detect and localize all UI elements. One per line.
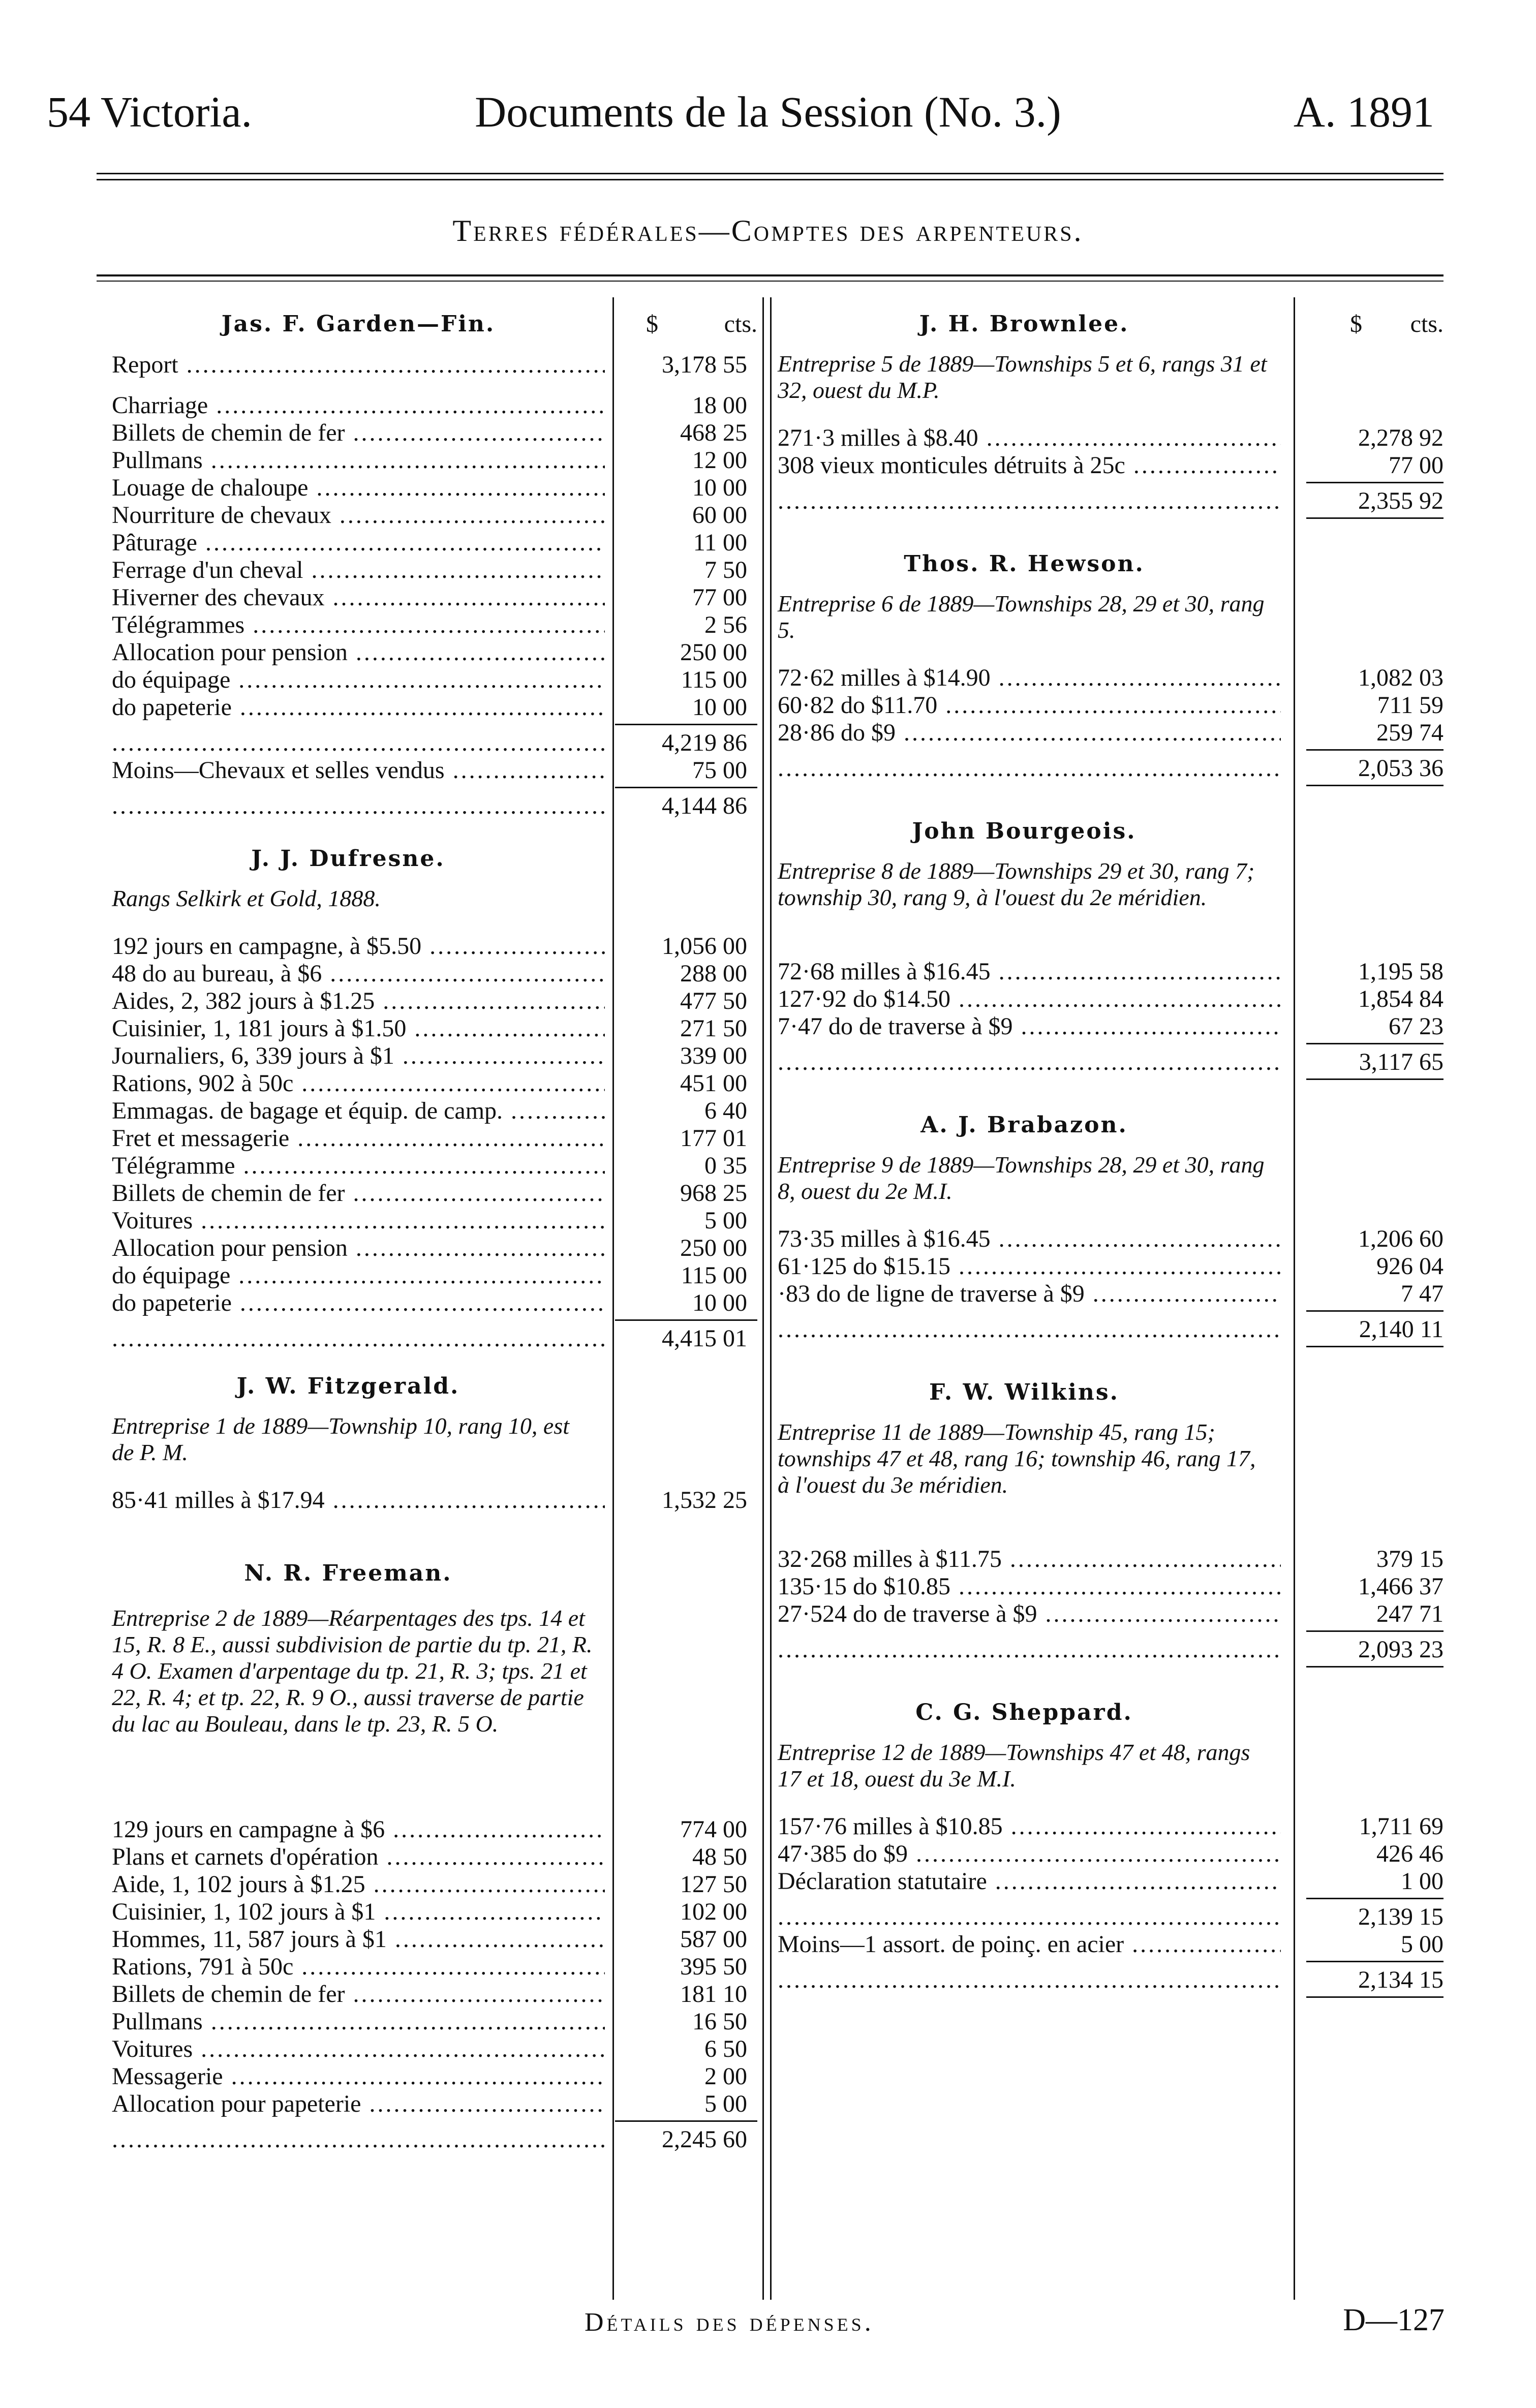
row-label: 32·268 milles à $11.75 ..... (778, 1545, 1281, 1573)
ledger-row (112, 987, 757, 1015)
ledger-row (778, 958, 1443, 986)
row-amount: 1,711 69 (1359, 1813, 1443, 1840)
row-amount: 587 00 (680, 1926, 747, 1953)
surveyor-name: J. J. Dufresne. (251, 846, 445, 872)
row-amount: 2,355 92 (1358, 487, 1443, 514)
header-center: Documents de la Session (No. 3.) (475, 87, 1061, 136)
ledger-row (112, 1815, 757, 1844)
ledger-row (778, 1903, 1443, 1931)
row-amount: 1 00 (1401, 1868, 1443, 1895)
dollars-label: $ (646, 311, 658, 337)
contract-description: Entreprise 1 de 1889—Township 10, rang 10, est de P. M. (112, 1413, 570, 1465)
ledger-row (112, 419, 757, 447)
row-label: 27·524 do de traverse à $9 ..... (778, 1600, 1281, 1628)
row-amount: 12 00 (692, 447, 747, 474)
row-label: 48 do au bureau, à $6 ..... (112, 960, 605, 988)
surveyor-name: Thos. R. Hewson. (904, 551, 1145, 577)
ledger-row (112, 1843, 757, 1871)
sum-rule (1306, 1346, 1443, 1347)
sum-rule (615, 2120, 757, 2122)
row-amount: 7 50 (704, 557, 747, 583)
row-amount: 1,082 03 (1358, 664, 1443, 691)
row-amount: 379 15 (1376, 1546, 1443, 1572)
row-amount: 2 56 (704, 611, 747, 638)
surveyor-name: John Bourgeois. (912, 818, 1136, 844)
ledger-row (112, 792, 757, 820)
row-label: 61·125 do $15.15 ..... (778, 1252, 1281, 1281)
row-label: 28·86 do $9 ..... (778, 719, 1281, 747)
sum-rule (1306, 1996, 1443, 1998)
contract-description: Entreprise 12 de 1889—Townships 47 et 48, rangs 17 et 18, ouest du 3e M.I. (778, 1739, 1250, 1792)
sum-rule (1306, 1961, 1443, 1962)
ledger-row (778, 1812, 1443, 1841)
row-label: Hiverner des chevaux ..... (112, 583, 605, 612)
row-label: Billets de chemin de fer ..... (112, 419, 605, 447)
row-label (778, 487, 1281, 515)
ledger-row (112, 1069, 757, 1098)
row-label: Pullmans ..... (112, 2008, 605, 2036)
row-label: 85·41 milles à $17.94 ..... (112, 1486, 605, 1515)
row-label: Allocation pour papeterie ..... (112, 2090, 605, 2118)
row-amount: 115 00 (681, 1262, 747, 1289)
ledger-row (112, 960, 757, 988)
ledger-row (112, 1042, 757, 1070)
ledger-row (778, 424, 1443, 452)
row-amount: 3,178 55 (662, 351, 747, 378)
row-amount: 1,056 00 (662, 933, 747, 960)
row-label: Voitures ..... (112, 2035, 605, 2063)
row-label: Allocation pour pension ..... (112, 1234, 605, 1262)
title-rule-bottom (97, 281, 1443, 282)
ledger-row (112, 1925, 757, 1954)
sum-rule (1306, 1078, 1443, 1080)
right-column (778, 300, 1443, 2297)
row-label: Déclaration statutaire ..... (778, 1867, 1281, 1896)
ledger-row (778, 691, 1443, 720)
row-label: 127·92 do $14.50 ..... (778, 985, 1281, 1013)
row-amount: 77 00 (692, 584, 747, 611)
row-label: 308 vieux monticules détruits à 25c ..... (778, 451, 1281, 480)
row-label: Journaliers, 6, 339 jours à $1 ..... (112, 1042, 605, 1070)
ledger-row (112, 1289, 757, 1317)
row-label: Cuisinier, 1, 102 jours à $1 ..... (112, 1898, 605, 1926)
cents-label: cts. (1410, 311, 1443, 337)
row-amount: 2,093 23 (1358, 1636, 1443, 1663)
ledger-row (778, 1867, 1443, 1896)
page-title: Terres fédérales—Comptes des arpenteurs. (452, 214, 1084, 248)
row-label: Télégramme ..... (112, 1152, 605, 1180)
ledger-row (112, 1014, 757, 1043)
ledger-row (778, 1545, 1443, 1573)
ledger-row (112, 756, 757, 785)
row-amount: 968 25 (680, 1180, 747, 1207)
row-amount: 2,139 15 (1358, 1903, 1443, 1930)
header-rule-bottom (97, 179, 1443, 180)
surveyor-name: A. J. Brabazon. (920, 1112, 1128, 1138)
row-label: 7·47 do de traverse à $9 ..... (778, 1012, 1281, 1041)
ledger-row (112, 1207, 757, 1235)
row-amount: 247 71 (1376, 1600, 1443, 1627)
row-label: Cuisinier, 1, 181 jours à $1.50 ..... (112, 1014, 605, 1043)
sum-rule (1306, 1666, 1443, 1668)
ledger-row (778, 1280, 1443, 1308)
column-rule (770, 297, 772, 2300)
row-label (112, 729, 605, 757)
sum-rule (615, 724, 757, 725)
row-label: 72·68 milles à $16.45 ..... (778, 958, 1281, 986)
row-amount: 1,195 58 (1358, 958, 1443, 985)
row-label: Report ..... (112, 351, 605, 379)
row-amount: 4,219 86 (662, 729, 747, 756)
row-label: Voitures ..... (112, 1207, 605, 1235)
row-amount: 477 50 (680, 987, 747, 1014)
sum-rule (615, 1319, 757, 1321)
row-amount: 6 40 (704, 1097, 747, 1124)
column-rule (762, 297, 764, 2300)
row-amount: 259 74 (1376, 719, 1443, 746)
left-column (112, 300, 757, 2297)
footer-center: Détails des dépenses. (585, 2308, 874, 2337)
row-amount: 2,140 11 (1359, 1316, 1443, 1343)
ledger-row (112, 2090, 757, 2118)
ledger-row (778, 664, 1443, 692)
row-label: Plans et carnets d'opération ..... (112, 1843, 605, 1871)
row-label: do papeterie ..... (112, 1289, 605, 1317)
dollars-label: $ (1350, 311, 1362, 337)
row-label: Pâturage ..... (112, 529, 605, 557)
ledger-row (112, 638, 757, 667)
row-label: Rations, 902 à 50c ..... (112, 1069, 605, 1098)
contract-description: Entreprise 6 de 1889—Townships 28, 29 et 30, rang 5. (778, 591, 1265, 643)
contract-description: Entreprise 2 de 1889—Réarpentages des tps. 14 et 15, R. 8 E., aussi subdivision de partie du tp. 21, R. 4 O. Examen d'arpentage du tp. 21, R. 3; tps. 21 et 22, R. 4; et tp. 22, R. 9 O., aussi traverse de partie du lac au Bouleau, dans le tp. 23, R. 5 O. (112, 1605, 593, 1737)
row-label: 192 jours en campagne, à $5.50 ..... (112, 932, 605, 961)
column-header (112, 310, 757, 338)
ledger-row (112, 1097, 757, 1125)
row-amount: 10 00 (692, 1289, 747, 1316)
row-amount: 177 01 (680, 1125, 747, 1152)
row-amount: 250 00 (680, 639, 747, 666)
row-amount: 6 50 (704, 2035, 747, 2062)
ledger-row (112, 446, 757, 475)
row-label: 60·82 do $11.70 ..... (778, 691, 1281, 720)
row-amount: 60 00 (692, 502, 747, 529)
row-amount: 102 00 (680, 1898, 747, 1925)
row-amount: 1,532 25 (662, 1487, 747, 1514)
header-right: A. 1891 (1293, 87, 1434, 136)
contract-description: Entreprise 9 de 1889—Townships 28, 29 et 30, rang 8, ouest du 2e M.I. (778, 1152, 1265, 1204)
row-amount: 181 10 (680, 1981, 747, 2008)
ledger-row (112, 2008, 757, 2036)
ledger-row (112, 2062, 757, 2091)
row-amount: 10 00 (692, 694, 747, 721)
row-amount: 0 35 (704, 1152, 747, 1179)
row-amount: 1,854 84 (1358, 985, 1443, 1012)
row-amount: 127 50 (680, 1871, 747, 1898)
row-amount: 2,278 92 (1358, 424, 1443, 451)
row-amount: 10 00 (692, 474, 747, 501)
row-label: Télégrammes ..... (112, 611, 605, 639)
row-label: do équipage ..... (112, 1261, 605, 1290)
row-label: Moins—Chevaux et selles vendus ..... (112, 756, 605, 785)
row-amount: 395 50 (680, 1953, 747, 1980)
row-label: 157·76 milles à $10.85 ..... (778, 1812, 1281, 1841)
sum-rule (615, 787, 757, 788)
row-label: Louage de chaloupe ..... (112, 474, 605, 502)
ledger-row (778, 1315, 1443, 1344)
sum-rule (1306, 1630, 1443, 1632)
ledger-row (778, 1635, 1443, 1664)
row-amount: 5 00 (704, 2090, 747, 2117)
row-label: Aide, 1, 102 jours à $1.25 ..... (112, 1870, 605, 1899)
sum-rule (1306, 1898, 1443, 1899)
row-amount: 48 50 (692, 1843, 747, 1870)
surveyor-name: C. G. Sheppard. (915, 1700, 1133, 1725)
ledger-row (112, 611, 757, 639)
header-rule-top (97, 173, 1443, 174)
row-label (112, 2125, 605, 2154)
ledger-row (112, 932, 757, 961)
ledger-row (112, 1953, 757, 1981)
row-label: Rations, 791 à 50c ..... (112, 1953, 605, 1981)
row-label: do papeterie ..... (112, 693, 605, 722)
row-amount: 2,053 36 (1358, 755, 1443, 782)
row-label: Allocation pour pension ..... (112, 638, 605, 667)
row-amount: 2,134 15 (1358, 1966, 1443, 1993)
row-label: 72·62 milles à $14.90 ..... (778, 664, 1281, 692)
row-amount: 926 04 (1376, 1253, 1443, 1280)
ledger-row (112, 1486, 757, 1515)
row-label: Ferrage d'un cheval ..... (112, 556, 605, 584)
row-amount: 250 00 (680, 1234, 747, 1261)
ledger-row (112, 2035, 757, 2063)
row-amount: 7 47 (1401, 1280, 1443, 1307)
row-label (778, 1048, 1281, 1076)
ledger-row (112, 583, 757, 612)
row-amount: 5 00 (1401, 1931, 1443, 1958)
row-label (778, 754, 1281, 783)
ledger-row (112, 1261, 757, 1290)
contract-description: Rangs Selkirk et Gold, 1888. (112, 885, 381, 911)
row-label: Billets de chemin de fer ..... (112, 1179, 605, 1208)
row-amount: 18 00 (692, 392, 747, 419)
row-amount: 2,245 60 (662, 2126, 747, 2153)
row-amount: 468 25 (680, 419, 747, 446)
ledger-row (778, 451, 1443, 480)
ledger-row (112, 2125, 757, 2154)
row-amount: 77 00 (1389, 452, 1443, 479)
ledger-row (778, 1252, 1443, 1281)
ledger-row (778, 1930, 1443, 1959)
row-label: Hommes, 11, 587 jours à $1 ..... (112, 1925, 605, 1954)
row-label: 47·385 do $9 ..... (778, 1840, 1281, 1868)
header-left: 54 Victoria. (47, 87, 253, 136)
ledger-row (112, 351, 757, 379)
ledger-row (112, 529, 757, 557)
row-label: Moins—1 assort. de poinç. en acier ..... (778, 1930, 1281, 1959)
ledger-row (778, 1966, 1443, 1994)
sum-rule (1306, 1043, 1443, 1044)
ledger-row (112, 1898, 757, 1926)
title-rule-top (97, 274, 1443, 276)
ledger-row (112, 1124, 757, 1153)
ledger-row (112, 1324, 757, 1353)
surveyor-name: J. H. Brownlee. (919, 311, 1129, 337)
row-label (112, 1324, 605, 1353)
ledger-row (112, 501, 757, 530)
ledger-row (778, 1840, 1443, 1868)
row-label (778, 1903, 1281, 1931)
row-amount: 16 50 (692, 2008, 747, 2035)
contract-description: Entreprise 8 de 1889—Townships 29 et 30, rang 7; township 30, rang 9, à l'ouest du 2e méridien. (778, 858, 1255, 910)
row-label: Messagerie ..... (112, 2062, 605, 2091)
row-label: Charriage ..... (112, 391, 605, 420)
ledger-row (112, 556, 757, 584)
row-label: Nourriture de chevaux ..... (112, 501, 605, 530)
ledger-row (778, 754, 1443, 783)
contract-description: Entreprise 11 de 1889—Township 45, rang 15; townships 47 et 48, rang 16; township 46, rang 17, à l'ouest du 3e méridien. (778, 1419, 1256, 1498)
row-label: Billets de chemin de fer ..... (112, 1980, 605, 2009)
row-amount: 4,415 01 (662, 1325, 747, 1352)
sum-rule (1306, 482, 1443, 483)
surveyor-name: Jas. F. Garden—Fin. (221, 311, 496, 337)
ledger-row (112, 391, 757, 420)
row-amount: 774 00 (680, 1816, 747, 1843)
row-amount: 2 00 (704, 2063, 747, 2090)
row-amount: 11 00 (693, 529, 747, 556)
row-label: 135·15 do $10.85 ..... (778, 1572, 1281, 1601)
sum-rule (1306, 517, 1443, 519)
contract-description: Entreprise 5 de 1889—Townships 5 et 6, rangs 31 et 32, ouest du M.P. (778, 351, 1267, 403)
ledger-row (112, 1179, 757, 1208)
ledger-row (778, 1600, 1443, 1628)
row-label (112, 792, 605, 820)
row-amount: 451 00 (680, 1070, 747, 1097)
row-label (778, 1966, 1281, 1994)
surveyor-name: F. W. Wilkins. (929, 1379, 1119, 1405)
row-amount: 3,117 65 (1359, 1048, 1443, 1075)
row-amount: 1,206 60 (1358, 1225, 1443, 1252)
ledger-row (112, 1152, 757, 1180)
ledger-row (778, 985, 1443, 1013)
row-label: do équipage ..... (112, 666, 605, 694)
cents-label: cts. (724, 311, 757, 337)
surveyor-name: J. W. Fitzgerald. (236, 1373, 460, 1399)
ledger-row (112, 474, 757, 502)
ledger-row (112, 1870, 757, 1899)
row-label: ·83 do de ligne de traverse à $9 ..... (778, 1280, 1281, 1308)
row-amount: 426 46 (1376, 1840, 1443, 1867)
ledger-row (778, 1048, 1443, 1076)
sum-rule (1306, 785, 1443, 786)
row-amount: 271 50 (680, 1015, 747, 1042)
row-label: Fret et messagerie ..... (112, 1124, 605, 1153)
row-amount: 711 59 (1377, 692, 1443, 719)
row-label: Emmagas. de bagage et équip. de camp. ..... (112, 1097, 605, 1125)
ledger-row (778, 1012, 1443, 1041)
row-label: Pullmans ..... (112, 446, 605, 475)
ledger-row (112, 693, 757, 722)
row-label (778, 1315, 1281, 1344)
row-amount: 339 00 (680, 1042, 747, 1069)
ledger-row (778, 719, 1443, 747)
surveyor-name: N. R. Freeman. (244, 1560, 452, 1586)
row-amount: 1,466 37 (1358, 1573, 1443, 1600)
row-amount: 67 23 (1389, 1013, 1443, 1040)
row-amount: 115 00 (681, 666, 747, 693)
ledger-row (112, 666, 757, 694)
row-amount: 4,144 86 (662, 792, 747, 819)
sum-rule (1306, 1310, 1443, 1312)
ledger-row (112, 729, 757, 757)
row-label: Aides, 2, 382 jours à $1.25 ..... (112, 987, 605, 1015)
ledger-row (778, 1225, 1443, 1253)
ledger-row (778, 1572, 1443, 1601)
ledger-row (112, 1234, 757, 1262)
footer-right: D—127 (1343, 2303, 1445, 2337)
row-label: 129 jours en campagne à $6 ..... (112, 1815, 605, 1844)
row-amount: 75 00 (692, 757, 747, 784)
sum-rule (1306, 749, 1443, 751)
row-label: 271·3 milles à $8.40 ..... (778, 424, 1281, 452)
ledger-row (778, 487, 1443, 515)
row-label: 73·35 milles à $16.45 ..... (778, 1225, 1281, 1253)
row-label (778, 1635, 1281, 1664)
row-amount: 5 00 (704, 1207, 747, 1234)
ledger-row (112, 1980, 757, 2009)
row-amount: 288 00 (680, 960, 747, 987)
